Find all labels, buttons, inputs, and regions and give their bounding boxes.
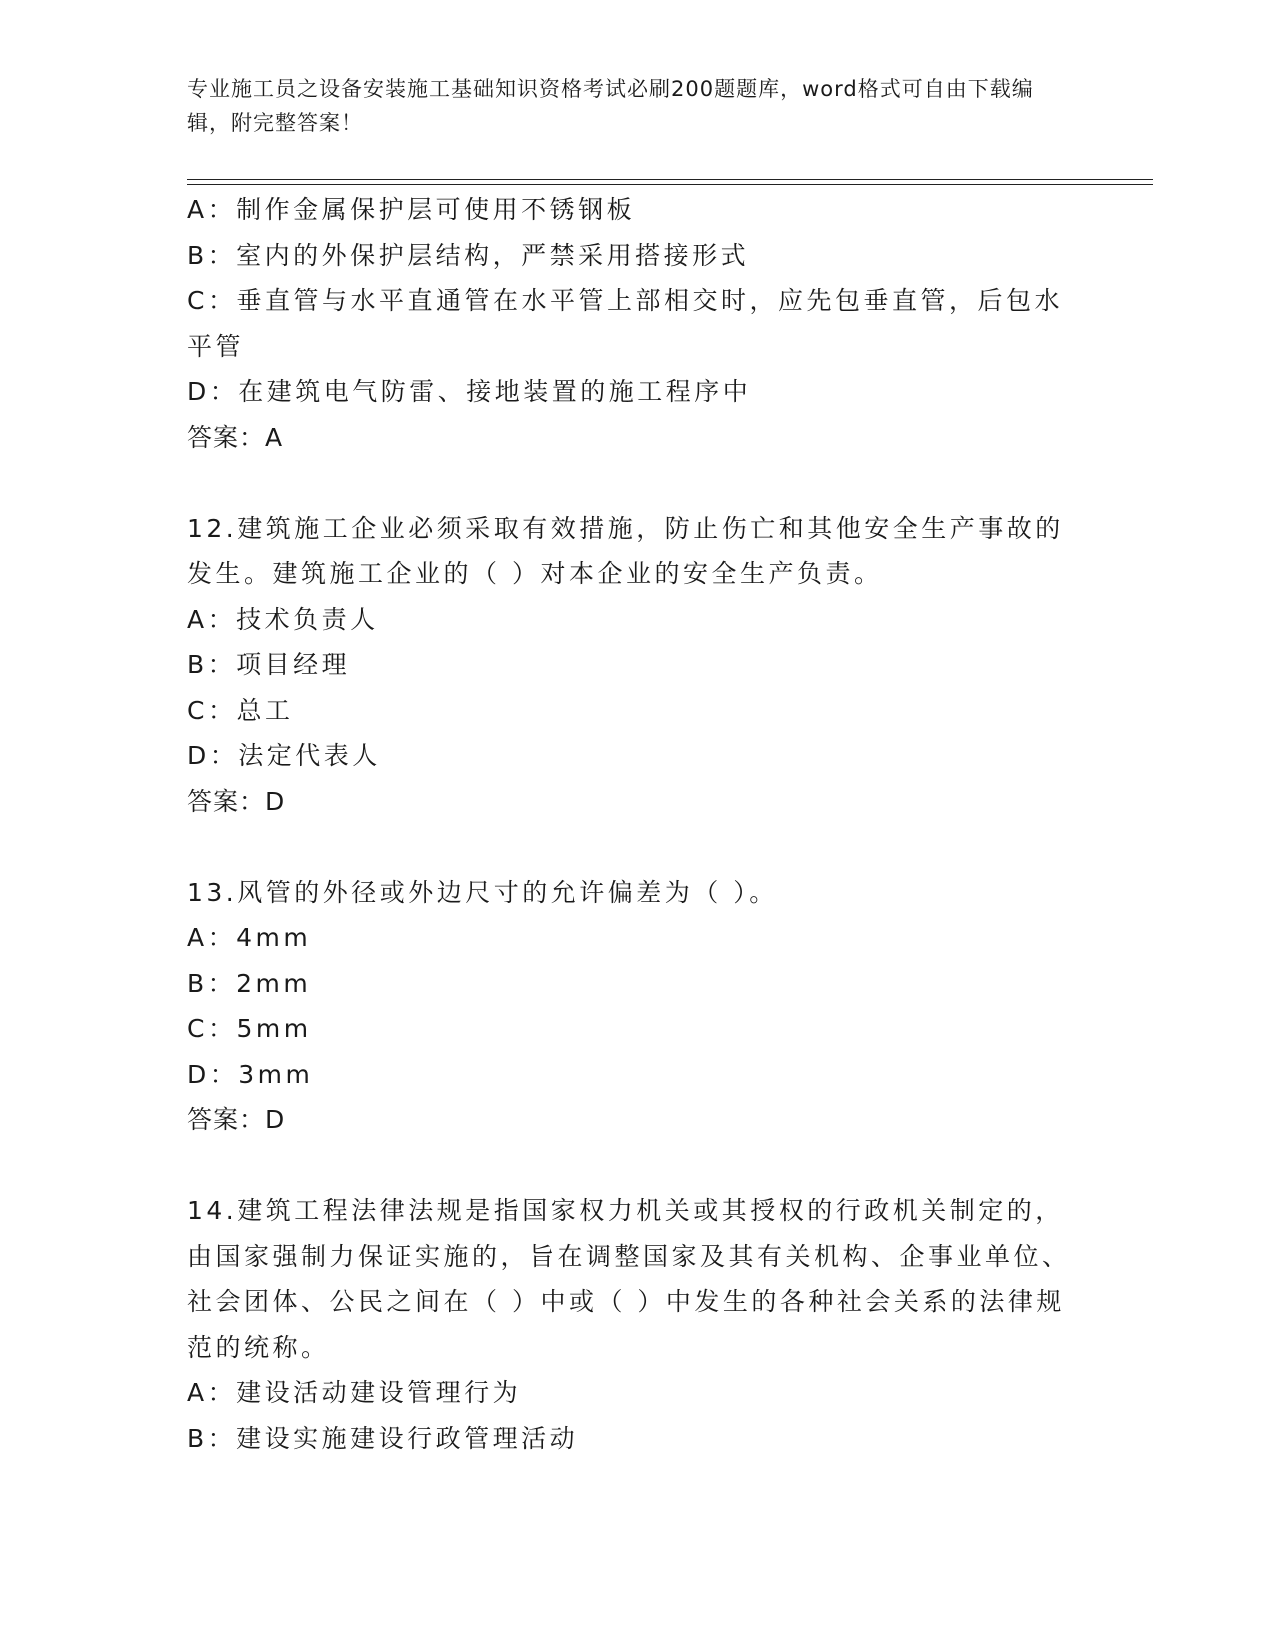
option-a: A：4mm: [187, 923, 312, 952]
document-header: 专业施工员之设备安装施工基础知识资格考试必刷200题题库，word格式可自由下载编辑，附完整答案！: [187, 77, 1034, 135]
question-13: [187, 870, 1087, 1143]
option-a: A：制作金属保护层可使用不锈钢板: [187, 195, 636, 224]
question-stem: 13.风管的外径或外边尺寸的允许偏差为（ ）。: [187, 877, 778, 907]
option-d: D：法定代表人: [187, 741, 381, 770]
question-14: [187, 1188, 1087, 1461]
header-divider-top: [187, 179, 1153, 180]
header-divider-bottom: [187, 184, 1153, 185]
option-c: C：总工: [187, 695, 294, 725]
option-d: D：在建筑电气防雷、接地装置的施工程序中: [187, 377, 752, 406]
option-b: B：室内的外保护层结构，严禁采用搭接形式: [187, 240, 750, 270]
answer: 答案：D: [187, 786, 286, 816]
option-d: D：3mm: [187, 1059, 314, 1089]
question-12: [187, 506, 1087, 825]
question-11-continued: [187, 187, 1087, 460]
option-c: C：5mm: [187, 1014, 312, 1043]
question-stem: 12.建筑施工企业必须采取有效措施，防止伤亡和其他安全生产事故的发生。建筑施工企业的（ ）对本企业的安全生产负责。: [187, 513, 1064, 588]
question-stem: 14.建筑工程法律法规是指国家权力机关或其授权的行政机关制定的，由国家强制力保证实施的，旨在调整国家及其有关机构、企事业单位、社会团体、公民之间在（ ）中或（ ）中发生的各种社会关系的法律规范的统称。: [187, 1196, 1071, 1362]
option-a: A：建设活动建设管理行为: [187, 1378, 522, 1407]
option-b: B：2mm: [187, 968, 312, 998]
option-a: A：技术负责人: [187, 604, 379, 634]
question-list: [187, 187, 1087, 1461]
option-c: C：垂直管与水平直通管在水平管上部相交时，应先包垂直管，后包水平管: [187, 286, 1063, 361]
answer: 答案：A: [187, 422, 284, 452]
option-b: B：建设实施建设行政管理活动: [187, 1423, 579, 1453]
answer: 答案：D: [187, 1105, 286, 1134]
option-b: B：项目经理: [187, 650, 351, 679]
